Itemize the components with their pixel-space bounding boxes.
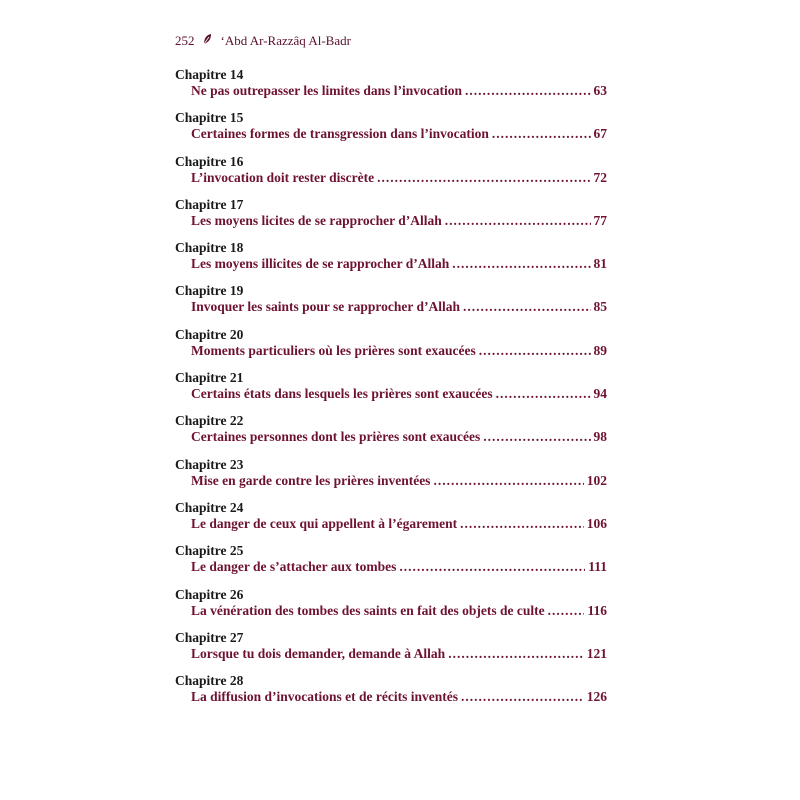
toc-entry[interactable] bbox=[175, 370, 607, 413]
toc-entry[interactable] bbox=[175, 413, 607, 456]
chapter-title: La vénération des tombes des saints en fait des objets de culte bbox=[191, 602, 545, 618]
dot-leader bbox=[492, 125, 591, 142]
toc-entry[interactable] bbox=[175, 67, 607, 110]
page-ref: 77 bbox=[593, 212, 607, 228]
dot-leader bbox=[399, 558, 585, 575]
dot-leader bbox=[496, 385, 591, 402]
toc-entry[interactable] bbox=[175, 197, 607, 240]
toc-line[interactable] bbox=[175, 688, 607, 705]
chapter-title: Le danger de s’attacher aux tombes bbox=[191, 559, 397, 575]
dot-leader bbox=[433, 472, 583, 489]
chapter-title: Invoquer les saints pour se rapprocher d’Allah bbox=[191, 299, 461, 315]
dot-leader bbox=[452, 255, 590, 272]
chapter-label: Chapitre 21 bbox=[175, 370, 244, 386]
chapter-label: Chapitre 23 bbox=[175, 456, 244, 472]
page-ref: 116 bbox=[587, 602, 607, 618]
toc-line[interactable] bbox=[175, 385, 607, 402]
toc-line[interactable] bbox=[175, 472, 607, 489]
chapter-title: Certaines formes de transgression dans l’invocation bbox=[191, 126, 489, 142]
toc-entry[interactable] bbox=[175, 587, 607, 630]
toc-line[interactable] bbox=[175, 602, 607, 619]
dot-leader bbox=[448, 645, 584, 662]
page-ref: 126 bbox=[586, 689, 607, 705]
chapter-label: Chapitre 15 bbox=[175, 110, 244, 126]
page-ref: 94 bbox=[593, 386, 607, 402]
dot-leader bbox=[483, 428, 590, 445]
chapter-label: Chapitre 26 bbox=[175, 586, 244, 602]
toc-entry[interactable] bbox=[175, 327, 607, 370]
toc-line[interactable] bbox=[175, 169, 607, 186]
toc-line[interactable] bbox=[175, 298, 607, 315]
chapter-title: Certaines personnes dont les prières sont exaucées bbox=[191, 429, 481, 445]
page-ref: 67 bbox=[593, 126, 607, 142]
page-ref: 98 bbox=[593, 429, 607, 445]
toc-line[interactable] bbox=[175, 125, 607, 142]
chapter-label: Chapitre 20 bbox=[175, 326, 244, 342]
chapter-title: Le danger de ceux qui appellent à l’égarement bbox=[191, 515, 458, 531]
toc-entry[interactable] bbox=[175, 240, 607, 283]
leaf-ornament-icon bbox=[202, 33, 213, 49]
chapter-label: Chapitre 17 bbox=[175, 196, 244, 212]
page-ref: 106 bbox=[586, 515, 607, 531]
page-ref: 81 bbox=[593, 256, 607, 272]
toc-entry[interactable] bbox=[175, 110, 607, 153]
toc-line[interactable] bbox=[175, 212, 607, 229]
toc-entry[interactable] bbox=[175, 500, 607, 543]
chapter-label: Chapitre 27 bbox=[175, 629, 244, 645]
chapter-title: L’invocation doit rester discrète bbox=[191, 169, 375, 185]
chapter-title: La diffusion d’invocations et de récits inventés bbox=[191, 689, 459, 705]
page-ref: 72 bbox=[593, 169, 607, 185]
page-ref: 121 bbox=[586, 645, 607, 661]
dot-leader bbox=[463, 298, 590, 315]
chapter-label: Chapitre 16 bbox=[175, 153, 244, 169]
chapter-label: Chapitre 25 bbox=[175, 543, 244, 559]
page-ref: 85 bbox=[593, 299, 607, 315]
dot-leader bbox=[461, 688, 584, 705]
toc-entry[interactable] bbox=[175, 154, 607, 197]
chapter-title: Mise en garde contre les prières inventées bbox=[191, 472, 431, 488]
toc-line[interactable] bbox=[175, 255, 607, 272]
dot-leader bbox=[460, 515, 584, 532]
chapter-title: Lorsque tu dois demander, demande à Allah bbox=[191, 645, 446, 661]
page-number: 252 bbox=[175, 33, 195, 48]
toc-entry[interactable] bbox=[175, 283, 607, 326]
chapter-title: Les moyens licites de se rapprocher d’Allah bbox=[191, 212, 442, 228]
chapter-title: Moments particuliers où les prières sont exaucées bbox=[191, 342, 476, 358]
running-header bbox=[175, 33, 351, 49]
toc-line[interactable] bbox=[175, 558, 607, 575]
chapter-title: Ne pas outrepasser les limites dans l’invocation bbox=[191, 83, 463, 98]
toc-entry[interactable] bbox=[175, 673, 607, 716]
chapter-label: Chapitre 14 bbox=[175, 67, 244, 82]
dot-leader bbox=[465, 82, 590, 99]
chapter-label: Chapitre 19 bbox=[175, 283, 244, 299]
dot-leader bbox=[377, 169, 590, 186]
chapter-title: Les moyens illicites de se rapprocher d’Allah bbox=[191, 256, 450, 272]
toc-line[interactable] bbox=[175, 82, 607, 99]
toc-line[interactable] bbox=[175, 645, 607, 662]
chapter-label: Chapitre 22 bbox=[175, 413, 244, 429]
toc-line[interactable] bbox=[175, 515, 607, 532]
page-ref: 111 bbox=[588, 559, 607, 575]
toc-line[interactable] bbox=[175, 342, 607, 359]
chapter-label: Chapitre 28 bbox=[175, 673, 244, 689]
toc-line[interactable] bbox=[175, 428, 607, 445]
toc-entry[interactable] bbox=[175, 457, 607, 500]
chapter-label: Chapitre 24 bbox=[175, 499, 244, 515]
toc-entry[interactable] bbox=[175, 543, 607, 586]
table-of-contents bbox=[175, 67, 607, 716]
page-ref: 63 bbox=[593, 83, 607, 98]
toc-entry[interactable] bbox=[175, 630, 607, 673]
page-ref: 89 bbox=[593, 342, 607, 358]
dot-leader bbox=[479, 342, 591, 359]
dot-leader bbox=[548, 602, 585, 619]
chapter-label: Chapitre 18 bbox=[175, 240, 244, 256]
dot-leader bbox=[445, 212, 591, 229]
chapter-title: Certains états dans lesquels les prières sont exaucées bbox=[191, 386, 493, 402]
author-name: ‘Abd Ar-Razzâq Al-Badr bbox=[220, 33, 351, 48]
page-ref: 102 bbox=[586, 472, 607, 488]
